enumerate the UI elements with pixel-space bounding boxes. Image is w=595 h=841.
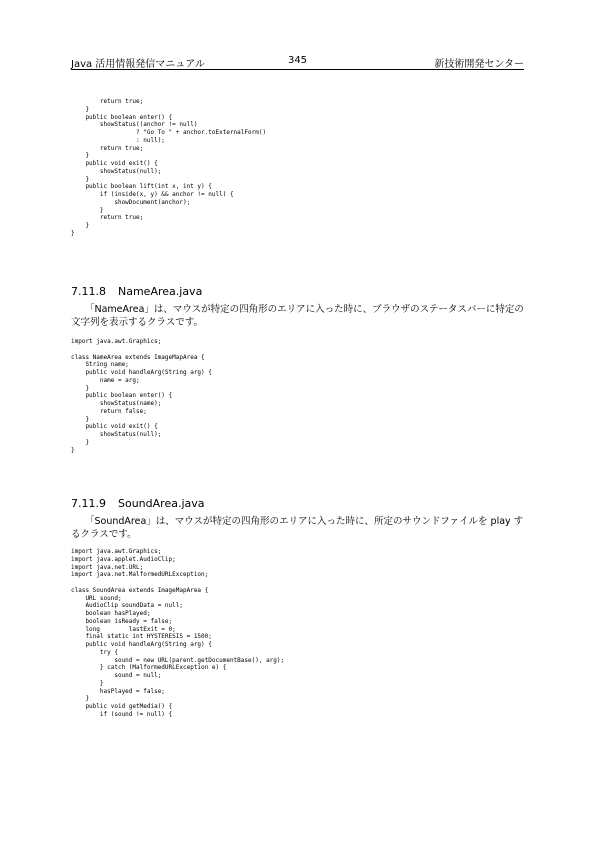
header-manual-title: Java 活用情報発信マニュアル xyxy=(71,59,205,70)
section-number: 7.11.9 xyxy=(71,497,106,510)
section-heading-namearea xyxy=(71,285,202,298)
section-heading-soundarea xyxy=(71,497,205,510)
namearea-description: 「NameArea」は、マウスが特定の四角形のエリアに入った時に、ブラウザのステータスバーに特定の文字列を表示するクラスです。 xyxy=(71,304,524,328)
code-block-namearea: import java.awt.Graphics; class NameArea extends ImageMapArea { String name; public void handleArg(String arg) { name = arg; } public boolean enter() { showStatus(name); return false; } public void exit() { showStatus(null); } } xyxy=(71,338,212,454)
header-organization: 新技術開発センター xyxy=(434,59,524,70)
section-title: SoundArea.java xyxy=(118,497,205,510)
code-block-soundarea: import java.awt.Graphics; import java.applet.AudioClip; import java.net.URL; import java.net.MalformedURLException; class SoundArea extends ImageMapArea { URL sound; AudioClip soundData = null; boolean hasPlayed; boolean isReady = false; long lastExit = 0; final static int HYSTERESIS = 1500; public void handleArg(String arg) { try { sound = new URL(parent.getDocumentBase(), arg); } catch (MalformedURLException e) { sound = null; } hasPlayed = false; } public void getMedia() { if (sound != null) { xyxy=(71,548,285,718)
section-title: NameArea.java xyxy=(118,285,203,298)
page-number: 345 xyxy=(287,55,308,66)
page-header xyxy=(71,55,524,70)
section-number: 7.11.8 xyxy=(71,285,106,298)
soundarea-description: 「SoundArea」は、マウスが特定の四角形のエリアに入った時に、所定のサウンドファイルを play するクラスです。 xyxy=(71,516,524,540)
code-block-imagemaparea-tail: return true; } public boolean enter() { showStatus((anchor != null) ? "Go To " + anchor.toExternalForm() : null); return true; } public void exit() { showStatus(null); } public boolean lift(int x, int y) { if (inside(x, y) && anchor != null) { showDocument(anchor); } return true; } } xyxy=(71,98,267,237)
